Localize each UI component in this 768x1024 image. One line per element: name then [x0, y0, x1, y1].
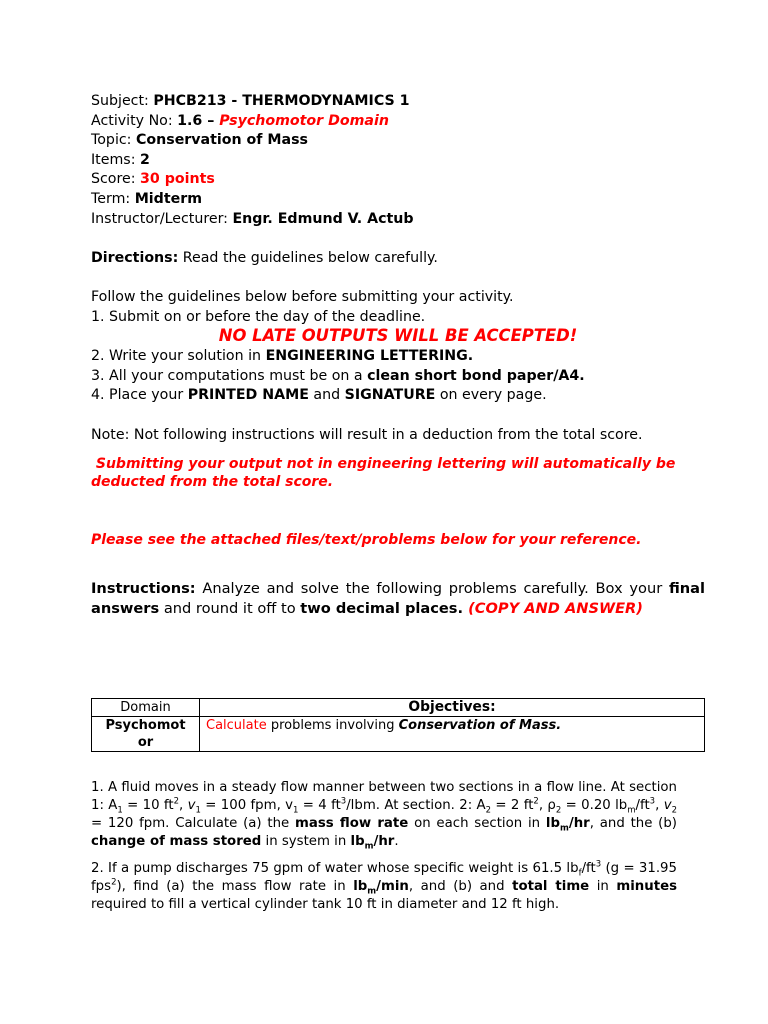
score-line [91, 170, 705, 190]
guideline-1: 1. Submit on or before the day of the deadline. [91, 308, 426, 325]
no-late-warning: NO LATE OUTPUTS WILL BE ACCEPTED! [218, 326, 578, 346]
topic-label: Topic: [91, 132, 136, 149]
table-row [92, 717, 705, 752]
domain-header: Domain [92, 699, 200, 717]
score-value: 30 points [140, 171, 215, 188]
guideline-4: 4. Place your PRINTED NAME and SIGNATURE on every page. [91, 387, 547, 404]
instructions-paragraph: Instructions: Analyze and solve the following problems carefully. Box your final answers and round it off to two decimal places. (COPY AND ANSWER) [91, 580, 705, 617]
table-header-row [92, 699, 705, 717]
items-value: 2 [139, 151, 150, 168]
term-value: Midterm [134, 190, 203, 207]
topic-line [91, 131, 705, 151]
activity-label: Activity No: [91, 112, 178, 129]
directions-label: Directions: [91, 249, 179, 266]
directions-line [91, 249, 705, 269]
instructor-line [91, 210, 705, 230]
domain-value: Psychomot or [92, 717, 200, 752]
guideline-2: 2. Write your solution in ENGINEERING LETTERING. [91, 348, 474, 365]
topic-value: Conservation of Mass [135, 132, 309, 149]
items-line [91, 151, 705, 171]
subject-value: PHCB213 - THERMODYNAMICS 1 [153, 93, 410, 109]
objectives-table [91, 698, 705, 752]
guidelines-intro: Follow the guidelines below before submitting your activity. [91, 288, 514, 305]
score-label: Score: [91, 171, 141, 188]
reference-note: Please see the attached files/text/problems below for your reference. [91, 532, 642, 549]
objective-cell: Calculate problems involving Conservation of Mass. [200, 717, 705, 752]
term-label: Term: [91, 190, 135, 207]
term-line [91, 190, 705, 210]
guideline-3: 3. All your computations must be on a clean short bond paper/A4. [91, 367, 585, 384]
activity-value: 1.6 – [177, 112, 220, 129]
activity-line [91, 112, 705, 132]
directions-text: Read the guidelines below carefully. [178, 249, 438, 266]
note-text: Note: Not following instructions will result in a deduction from the total score. [91, 426, 643, 443]
lettering-warning: Submitting your output not in engineering lettering will automatically be deducted from the total score. [91, 456, 681, 491]
problem-2: 2. If a pump discharges 75 gpm of water whose specific weight is 61.5 $lb_f/ft^3$ (g = 31.95 fps$^2$), find (a) the mass flow rate in $lb_m/\min$, and (b) and total time in minutes required to fill a vertical cylinder tank 10 ft in diameter and 12 ft high. [91, 859, 678, 912]
problem-1: 1. A fluid moves in a steady flow manner between two sections in a flow line. At section 1: $A_1 = 10$ $ft^2$, $v_1 = 100$ fpm, $v_1 = 4$ $ft^3$/lbm. At section. 2: $A_2 = 2$ $ft^2$, $\rho_2 = 0.20$ $lb_m/ft^3$, $v_2 = 120$ fpm. Calculate (a) the mass flow rate on each section in $lb_m/hr$, and the (b) change of mass stored in system in $lb_m/hr$. [91, 780, 677, 852]
subject-label: Subject: [91, 93, 154, 109]
instructor-value: Engr. Edmund V. Actub [232, 210, 414, 227]
objectives-header: Objectives: [200, 699, 705, 717]
activity-domain: Psychomotor Domain [219, 112, 389, 129]
items-label: Items: [91, 151, 140, 168]
instructor-label: Instructor/Lecturer: [91, 210, 233, 227]
subject-line [91, 92, 705, 112]
activity-sheet [91, 92, 705, 618]
